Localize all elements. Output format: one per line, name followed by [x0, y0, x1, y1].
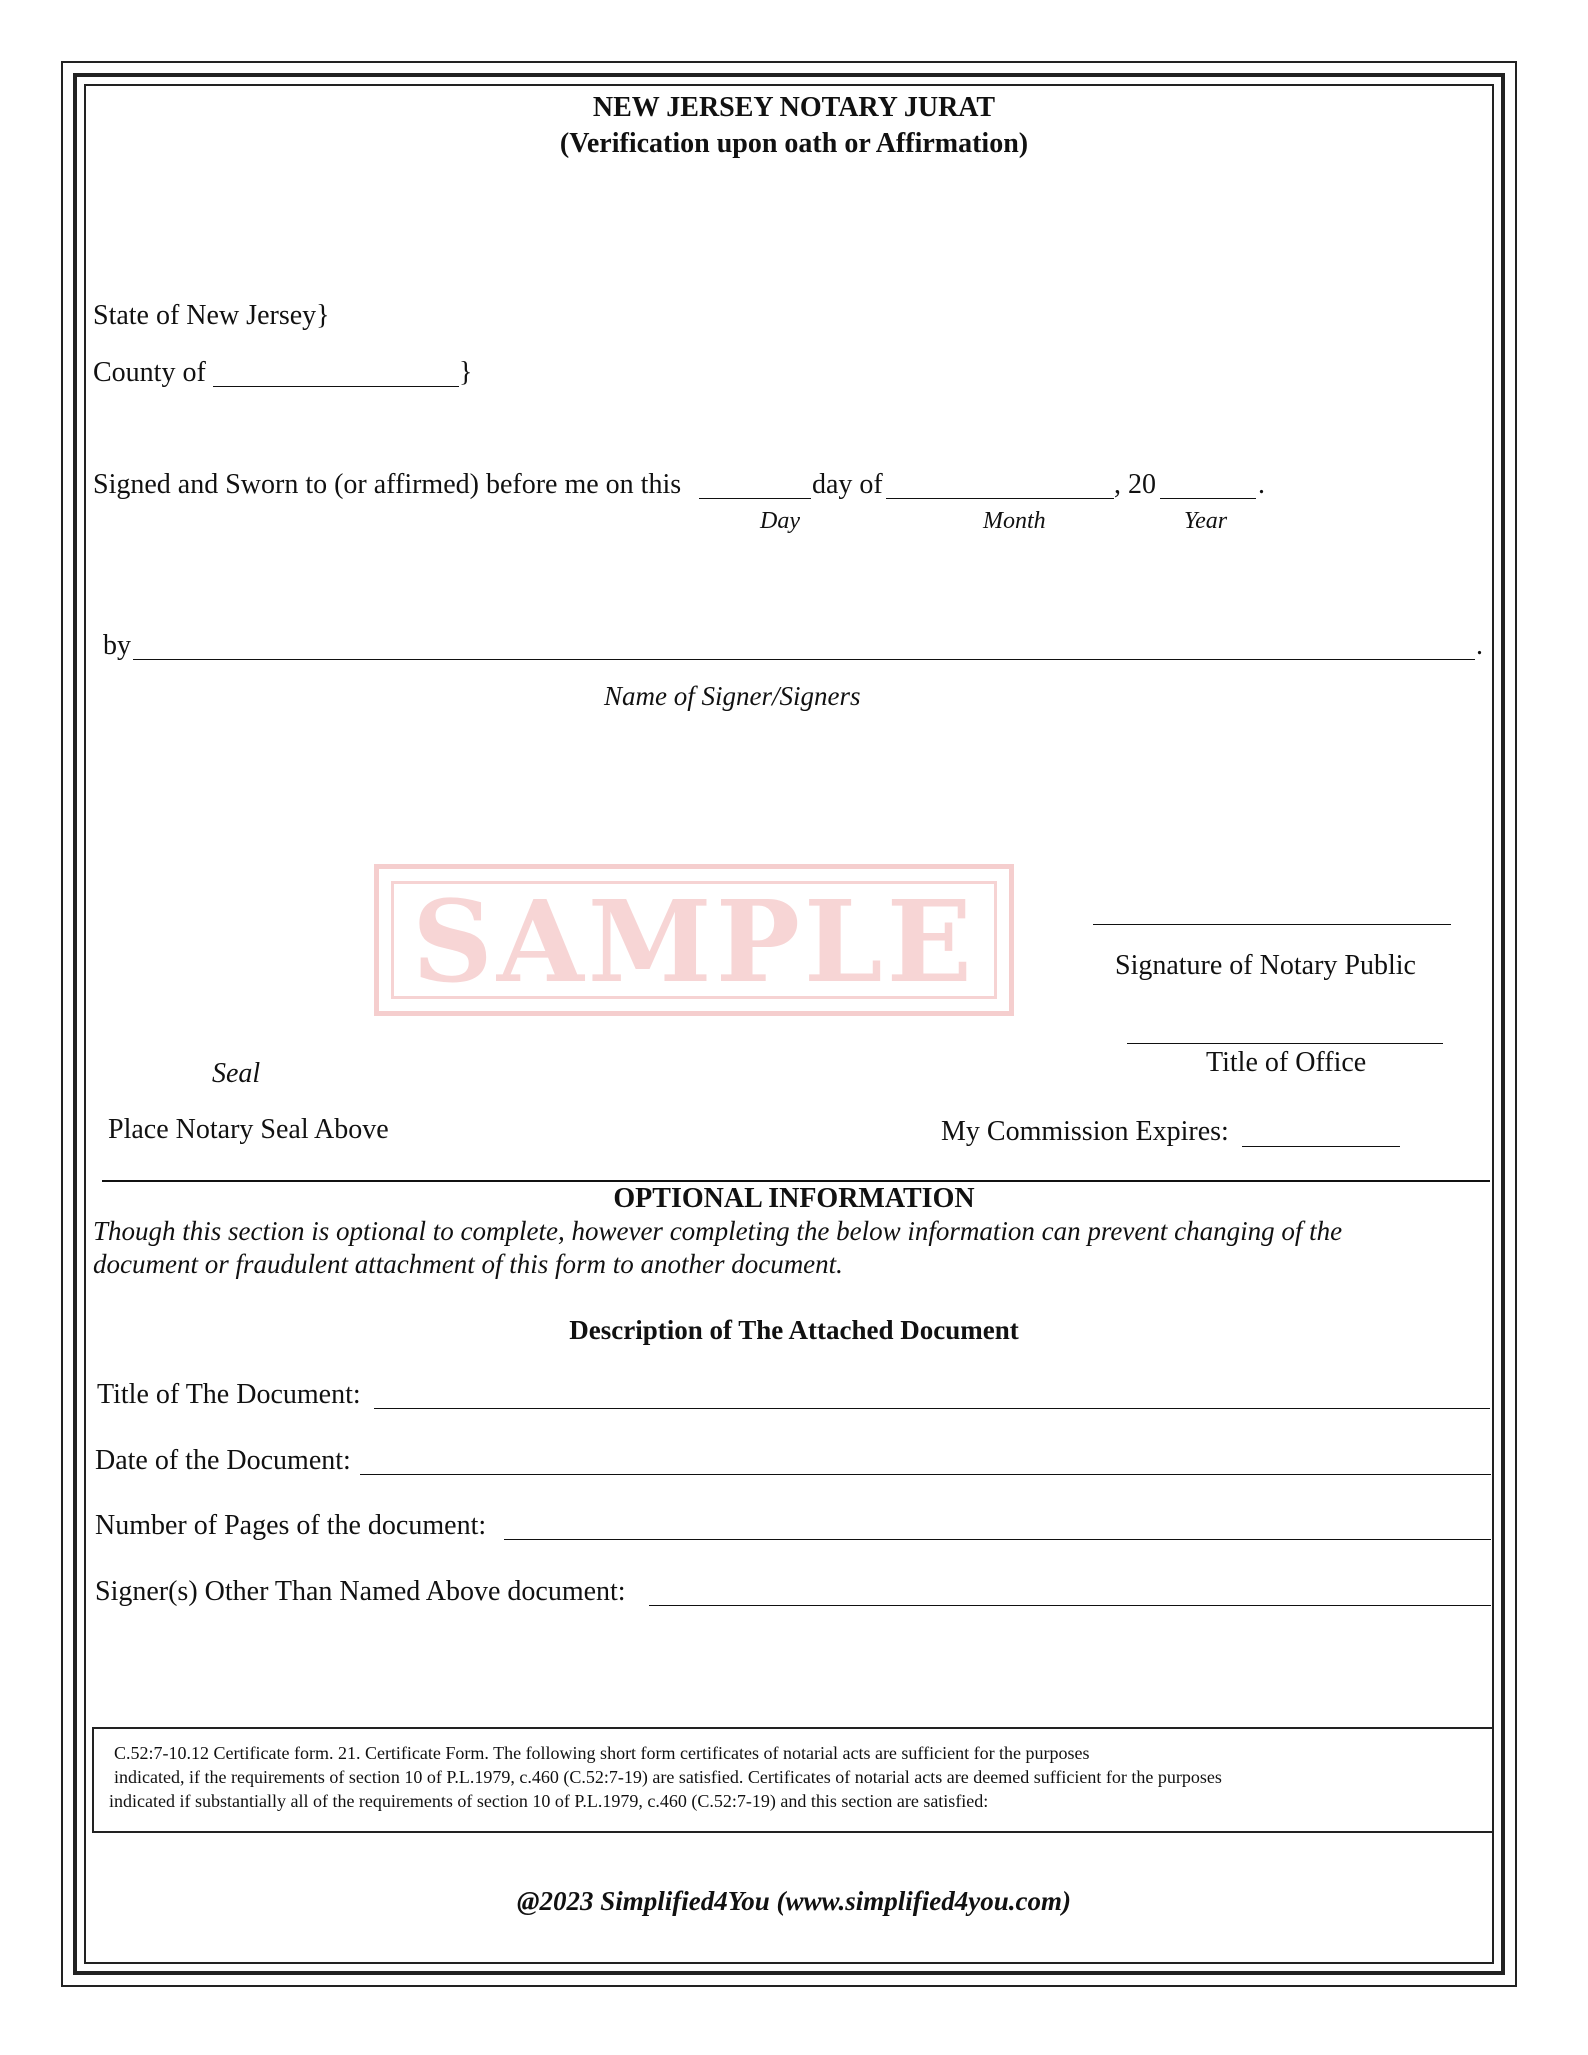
- year-field[interactable]: [1160, 498, 1256, 499]
- doc-date-label: Date of the Document:: [95, 1445, 351, 1476]
- doc-title-field[interactable]: [374, 1408, 1490, 1409]
- legal-line3: indicated if substantially all of the requirements of section 10 of P.L.1979, c.460 (C.52:7-19) and this section are satisfied:: [109, 1791, 989, 1811]
- notary-signature-field[interactable]: [1093, 924, 1451, 925]
- county-field[interactable]: [213, 386, 459, 387]
- optional-note-line1: Though this section is optional to complete, however completing the below information can prevent changing of the: [93, 1216, 1343, 1246]
- year-caption: Year: [1184, 508, 1228, 534]
- doc-date-field[interactable]: [360, 1474, 1491, 1475]
- form-subtitle: (Verification upon oath or Affirmation): [559, 128, 1029, 159]
- signer-caption: Name of Signer/Signers: [604, 681, 861, 711]
- inner-frame: [84, 84, 1494, 1964]
- notary-signature-caption: Signature of Notary Public: [1115, 950, 1416, 981]
- doc-title-label: Title of The Document:: [97, 1379, 361, 1410]
- title-of-office-caption: Title of Office: [1206, 1047, 1367, 1078]
- doc-pages-field[interactable]: [504, 1539, 1491, 1540]
- other-signers-label: Signer(s) Other Than Named Above document:: [95, 1576, 626, 1607]
- sworn-period: .: [1258, 469, 1265, 500]
- signer-name-field[interactable]: [133, 659, 1475, 660]
- sample-stamp-text: SAMPLE: [411, 877, 977, 1008]
- legal-line1: C.52:7-10.12 Certificate form. 21. Certificate Form. The following short form certificates of notarial acts are sufficient for the purposes: [114, 1743, 1090, 1763]
- by-label: by: [103, 630, 131, 661]
- description-subheading: Description of The Attached Document: [569, 1315, 1019, 1345]
- county-label: County of: [93, 357, 206, 388]
- sworn-statement: Signed and Sworn to (or affirmed) before me on this: [93, 469, 682, 500]
- state-line: State of New Jersey}: [93, 300, 330, 331]
- county-close-brace: }: [459, 357, 473, 388]
- month-caption: Month: [983, 508, 1046, 534]
- day-field[interactable]: [699, 498, 811, 499]
- day-of-label: day of: [812, 469, 883, 500]
- section-divider: [102, 1180, 1490, 1182]
- legal-line2: indicated, if the requirements of section 10 of P.L.1979, c.460 (C.52:7-19) are satisfied. Certificates of notarial acts are deemed sufficient for the purposes: [114, 1767, 1222, 1787]
- by-period: .: [1476, 630, 1483, 661]
- copyright-footer: @2023 Simplified4You (www.simplified4you.com): [517, 1886, 1071, 1916]
- optional-note-line2: document or fraudulent attachment of this form to another document.: [93, 1249, 843, 1279]
- month-field[interactable]: [886, 498, 1114, 499]
- title-of-office-field[interactable]: [1127, 1043, 1443, 1044]
- sample-stamp: [374, 864, 1014, 1016]
- other-signers-field[interactable]: [649, 1605, 1491, 1606]
- seal-caption: Place Notary Seal Above: [108, 1114, 389, 1145]
- commission-expiry-field[interactable]: [1242, 1146, 1400, 1147]
- form-title: NEW JERSEY NOTARY JURAT: [592, 92, 996, 123]
- doc-pages-label: Number of Pages of the document:: [95, 1510, 487, 1541]
- day-caption: Day: [760, 508, 800, 534]
- commission-label: My Commission Expires:: [941, 1116, 1229, 1147]
- optional-heading: OPTIONAL INFORMATION: [613, 1183, 975, 1214]
- year-prefix: , 20: [1114, 469, 1156, 500]
- seal-label: Seal: [212, 1058, 261, 1089]
